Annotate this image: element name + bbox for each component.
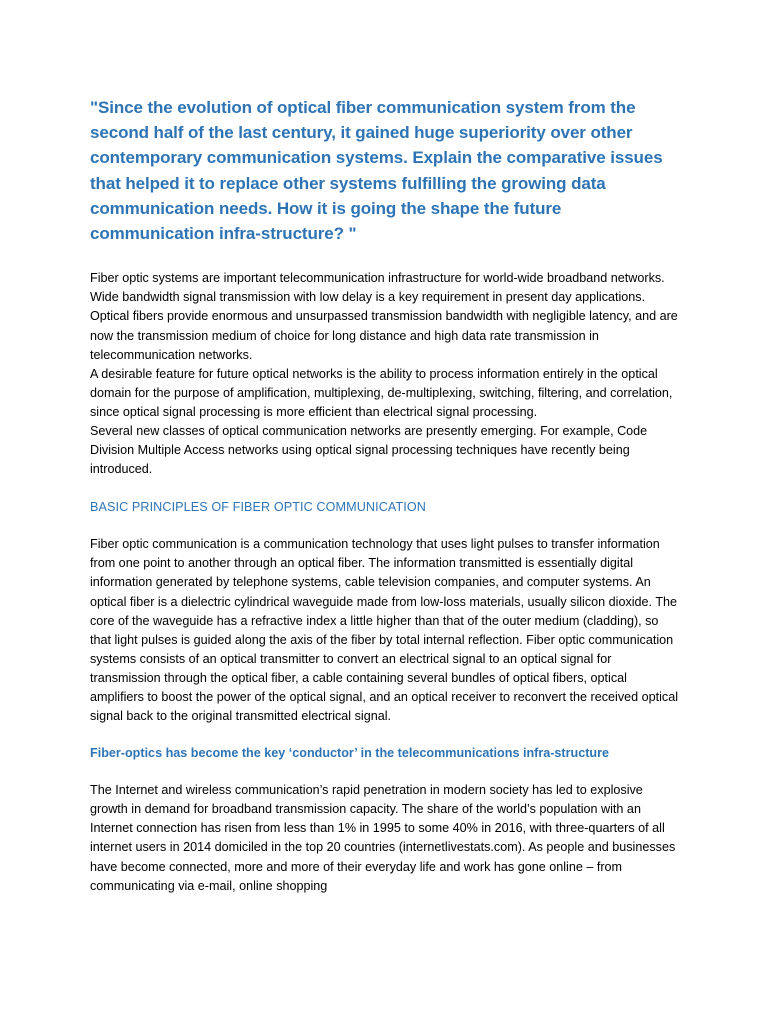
section-heading-basic-principles: BASIC PRINCIPLES OF FIBER OPTIC COMMUNICATION [90,500,426,515]
intro-paragraph-2: A desirable feature for future optical networks is the ability to process information entirely in the optical domain for the purpose of amplification, multiplexing, de-multiplexing, switching, filtering, and correlation, since optical signal processing is more efficient than electrical signal processing. [90,366,673,419]
intro-paragraph-1: Fiber optic systems are important telecommunication infrastructure for world-wide broadband networks. Wide bandwidth signal transmission with low delay is a key requirement in present day applications. Optical fibers provide enormous and unsurpassed transmission bandwidth with negligible latency, and are now the transmission medium of choice for long distance and high data rate transmission in telecommunication networks. [90,271,678,362]
basic-principles-paragraph: Fiber optic communication is a communication technology that uses light pulses to transfer information from one point to another through an optical fiber. The information transmitted is essentially digital information generated by telephone systems, cable television companies, and computer systems. An optical fiber is a dielectric cylindrical waveguide made from low-loss materials, usually silicon dioxide. The core of the waveguide has a refractive index a little higher than that of the outer medium (cladding), so that light pulses is guided along the axis of the fiber by total internal reflection. Fiber optic communication systems consists of an optical transmitter to convert an electrical signal to an optical signal for transmission through the optical fiber, a cable containing several bundles of optical fibers, optical amplifiers to boost the power of the optical signal, and an optical receiver to reconvert the received optical signal back to the original transmitted electrical signal. [90,537,679,724]
key-conductor-paragraph: The Internet and wireless communication’s rapid penetration in modern society has led to explosive growth in demand for broadband transmission capacity. The share of the world’s population with an Internet connection has risen from less than 1% in 1995 to some 40% in 2016, with three-quarters of all internet users in 2014 domiciled in the top 20 countries (internetlivestats.com). As people and businesses have become connected, more and more of their everyday life and work has gone online – from communicating via e-mail, online shopping [90,783,676,893]
intro-paragraph-3: Several new classes of optical communication networks are presently emerging. For example, Code Division Multiple Access networks using optical signal processing techniques have recently being introduced. [90,423,648,477]
assignment-question: "Since the evolution of optical fiber communication system from the second half of the last century, it gained huge superiority over other contemporary communication systems. Explain the comparative issues that helped it to replace other systems fulfilling the growing data communication needs. How it is going the shape the future communication infra-structure? " [90,98,663,244]
section-heading-key-conductor: Fiber-optics has become the key ‘conductor’ in the telecommunications infra-structure [90,746,610,761]
document-page [90,95,682,896]
